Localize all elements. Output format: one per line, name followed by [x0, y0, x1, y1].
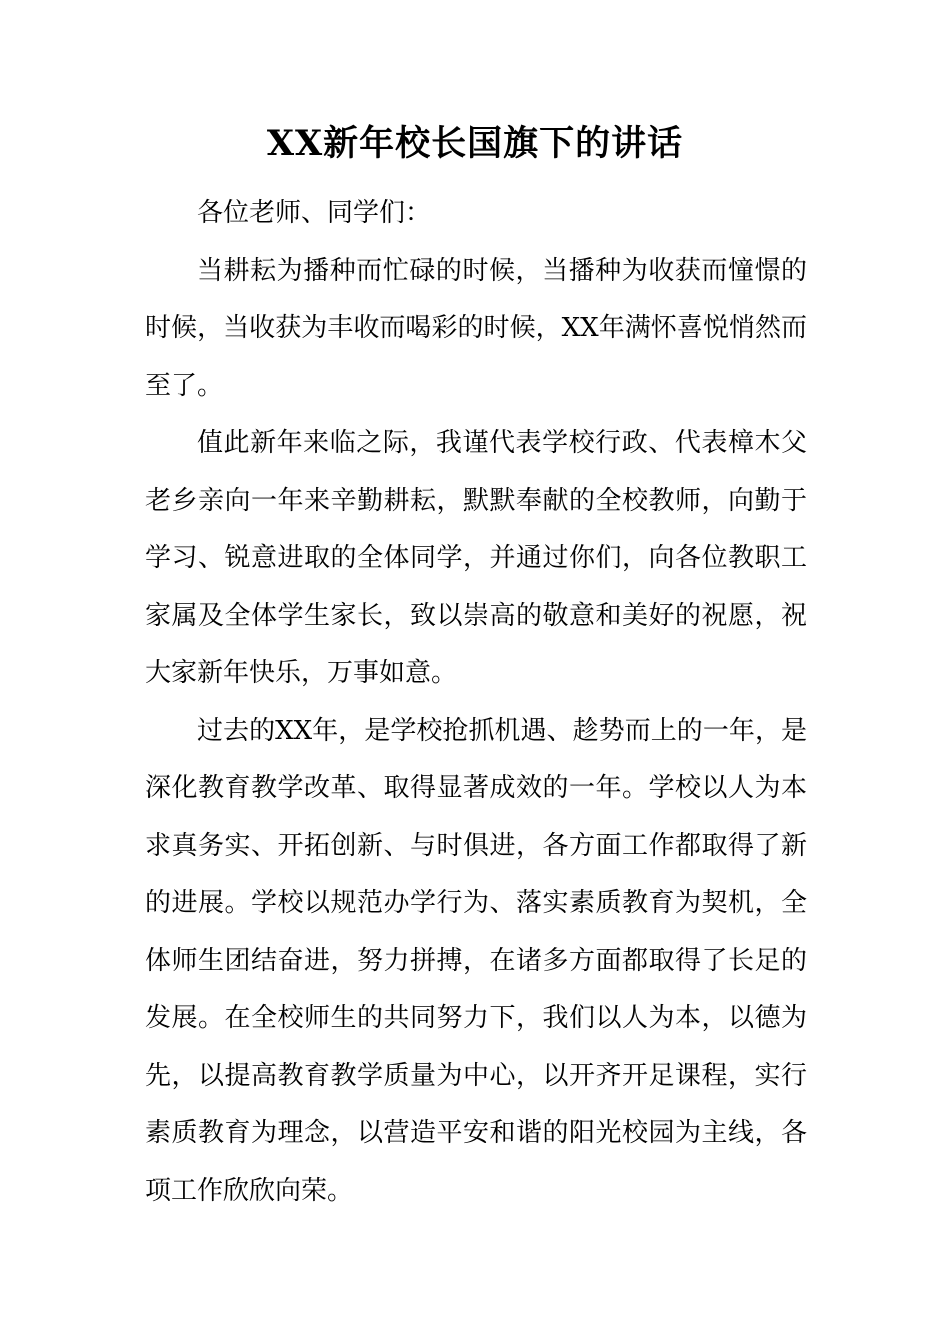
document-title: XX新年校长国旗下的讲话 — [266, 123, 684, 164]
document-body — [145, 185, 807, 1220]
greeting: 各位老师、同学们： — [197, 198, 432, 228]
paragraph-2: 值此新年来临之际，我谨代表学校行政、代表樟木父老乡亲向一年来辛勤耕耘，默默奉献的全校教师，向勤于学习、锐意进取的全体同学，并通过你们，向各位教职工家属及全体学生家长，致以崇高的敬意和美好的祝愿，祝大家新年快乐，万事如意。 — [145, 428, 807, 688]
paragraph-3: 过去的XX年，是学校抢抓机遇、趁势而上的一年，是深化教育教学改革、取得显著成效的一年。学校以人为本求真务实、开拓创新、与时俱进，各方面工作都取得了新的进展。学校以规范办学行为、落实素质教育为契机，全体师生团结奋进，努力拼搏，在诸多方面都取得了长足的发展。在全校师生的共同努力下，我们以人为本，以德为先，以提高教育教学质量为中心，以开齐开足课程，实行素质教育为理念，以营造平安和谐的阳光校园为主线，各项工作欣欣向荣。 — [145, 715, 807, 1206]
paragraph-1: 当耕耘为播种而忙碌的时候，当播种为收获而憧憬的时候，当收获为丰收而喝彩的时候，XX年满怀喜悦悄然而至了。 — [145, 255, 807, 401]
